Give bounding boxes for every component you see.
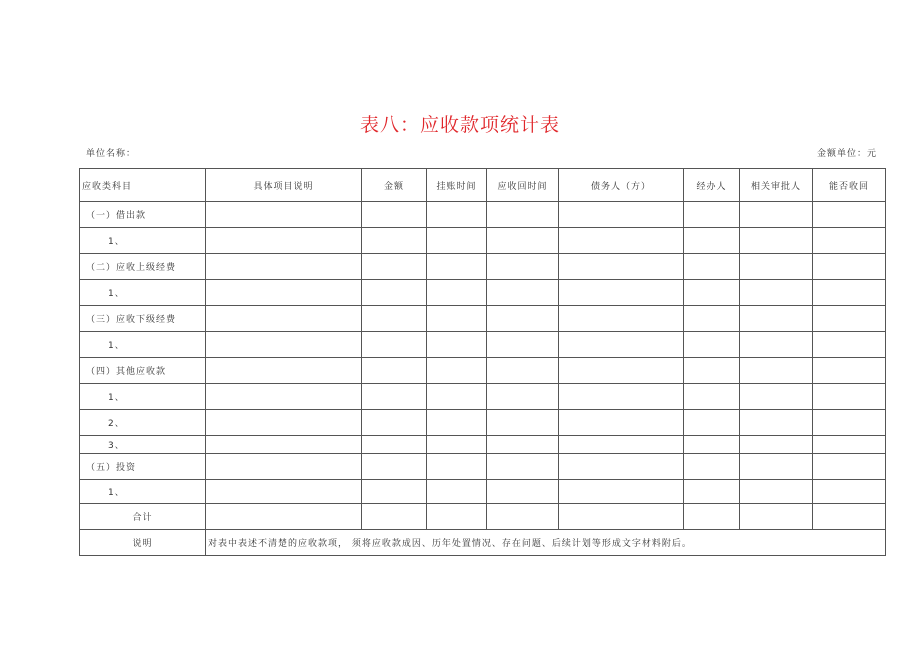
table-cell <box>427 480 487 504</box>
table-cell <box>559 480 684 504</box>
table-row <box>80 436 886 454</box>
table-cell <box>740 280 813 306</box>
table-cell <box>559 202 684 228</box>
table-cell <box>684 384 740 410</box>
row-label: 2、 <box>80 410 206 436</box>
row-label: 1、 <box>80 480 206 504</box>
table-cell <box>487 358 559 384</box>
table-cell <box>813 358 886 384</box>
table-cell <box>740 504 813 530</box>
table-cell <box>559 332 684 358</box>
table-cell <box>427 504 487 530</box>
table-row <box>80 202 886 228</box>
unit-name-label: 单位名称： <box>86 149 137 159</box>
table-cell <box>427 454 487 480</box>
row-label: （三）应收下级经费 <box>80 306 206 332</box>
table-cell <box>740 436 813 454</box>
table-cell <box>487 454 559 480</box>
table-row <box>80 332 886 358</box>
table-cell <box>206 306 362 332</box>
table-row <box>80 358 886 384</box>
table-cell <box>206 436 362 454</box>
table-cell <box>206 410 362 436</box>
header-cell: 经办人 <box>684 169 740 202</box>
table-row <box>80 306 886 332</box>
table-cell <box>487 332 559 358</box>
table-cell <box>684 280 740 306</box>
table-row <box>80 480 886 504</box>
table-cell <box>362 410 427 436</box>
table-cell <box>740 358 813 384</box>
table-cell <box>427 254 487 280</box>
table-cell <box>684 410 740 436</box>
table-cell <box>559 504 684 530</box>
table-cell <box>813 410 886 436</box>
table-cell <box>559 436 684 454</box>
table-cell <box>427 306 487 332</box>
table-cell <box>684 202 740 228</box>
table-cell <box>813 254 886 280</box>
header-cell: 应收类科目 <box>80 169 206 202</box>
header-cell: 债务人（方） <box>559 169 684 202</box>
table-row <box>80 280 886 306</box>
table-cell <box>206 332 362 358</box>
table-cell <box>487 280 559 306</box>
table-cell <box>487 436 559 454</box>
table-cell <box>427 332 487 358</box>
table-cell <box>362 480 427 504</box>
table-cell <box>362 254 427 280</box>
table-cell <box>684 480 740 504</box>
table-cell <box>813 384 886 410</box>
table-row <box>80 454 886 480</box>
table-cell <box>684 504 740 530</box>
note-label: 说明 <box>80 530 206 556</box>
row-label: （一）借出款 <box>80 202 206 228</box>
row-label: 1、 <box>80 384 206 410</box>
row-label: （五）投资 <box>80 454 206 480</box>
row-label: 3、 <box>80 436 206 454</box>
row-label: 1、 <box>80 228 206 254</box>
table-cell <box>362 306 427 332</box>
table-cell <box>362 202 427 228</box>
table-cell <box>684 228 740 254</box>
table-cell <box>813 306 886 332</box>
table-cell <box>684 358 740 384</box>
table-cell <box>362 280 427 306</box>
table-cell <box>487 384 559 410</box>
table-cell <box>559 306 684 332</box>
table-cell <box>559 384 684 410</box>
table-cell <box>813 332 886 358</box>
table-cell <box>813 504 886 530</box>
table-cell <box>487 306 559 332</box>
table-cell <box>684 454 740 480</box>
table-cell <box>559 454 684 480</box>
table-cell <box>684 306 740 332</box>
header-cell: 应收回时间 <box>487 169 559 202</box>
receivables-table <box>79 168 886 556</box>
note-text: 对表中表述不清楚的应收款项， 须将应收款成因、历年处置情况、存在问题、后续计划等形成文字材料附后。 <box>206 530 886 556</box>
table-cell <box>559 228 684 254</box>
row-label: （四）其他应收款 <box>80 358 206 384</box>
table-cell <box>559 254 684 280</box>
table-cell <box>740 254 813 280</box>
page-title: 表八：应收款项统计表 <box>359 114 560 136</box>
table-cell <box>206 254 362 280</box>
table-cell <box>362 504 427 530</box>
table-cell <box>427 202 487 228</box>
note-row <box>80 530 886 556</box>
table-cell <box>813 280 886 306</box>
table-cell <box>487 202 559 228</box>
table-row <box>80 254 886 280</box>
table-cell <box>206 358 362 384</box>
table-cell <box>740 384 813 410</box>
table-cell <box>362 332 427 358</box>
table-cell <box>427 410 487 436</box>
header-cell: 挂账时间 <box>427 169 487 202</box>
table-cell <box>487 410 559 436</box>
table-row <box>80 410 886 436</box>
table-cell <box>427 358 487 384</box>
table-cell <box>362 228 427 254</box>
table-cell <box>740 202 813 228</box>
table-cell <box>740 228 813 254</box>
table-cell <box>206 480 362 504</box>
table-cell <box>206 384 362 410</box>
table-cell <box>487 254 559 280</box>
amount-unit-label: 金额单位：元 <box>816 149 877 159</box>
total-row <box>80 504 886 530</box>
table-row <box>80 384 886 410</box>
table-cell <box>740 332 813 358</box>
header-cell: 具体项目说明 <box>206 169 362 202</box>
row-label: （二）应收上级经费 <box>80 254 206 280</box>
table-cell <box>559 358 684 384</box>
table-cell <box>740 306 813 332</box>
table-cell <box>427 280 487 306</box>
table-cell <box>362 436 427 454</box>
table-cell <box>740 480 813 504</box>
table-cell <box>206 454 362 480</box>
row-label: 1、 <box>80 280 206 306</box>
table-cell <box>740 454 813 480</box>
header-row <box>80 169 886 202</box>
table-cell <box>206 202 362 228</box>
table-cell <box>362 384 427 410</box>
header-cell: 相关审批人 <box>740 169 813 202</box>
table-cell <box>362 454 427 480</box>
table-cell <box>427 436 487 454</box>
header-cell: 金额 <box>362 169 427 202</box>
table-cell <box>427 228 487 254</box>
table-cell <box>813 436 886 454</box>
table-cell <box>487 480 559 504</box>
header-cell: 能否收回 <box>813 169 886 202</box>
table-cell <box>813 480 886 504</box>
table-cell <box>362 358 427 384</box>
table-cell <box>487 228 559 254</box>
table-cell <box>206 504 362 530</box>
table-cell <box>684 436 740 454</box>
table-cell <box>427 384 487 410</box>
table-row <box>80 228 886 254</box>
table-cell <box>206 280 362 306</box>
table-cell <box>684 332 740 358</box>
table-cell <box>487 504 559 530</box>
table-cell <box>206 228 362 254</box>
table-cell <box>813 228 886 254</box>
row-label: 1、 <box>80 332 206 358</box>
table-cell <box>813 202 886 228</box>
table-cell <box>684 254 740 280</box>
table-cell <box>559 280 684 306</box>
table-cell <box>559 410 684 436</box>
total-label: 合计 <box>80 504 206 530</box>
table-cell <box>813 454 886 480</box>
table-cell <box>740 410 813 436</box>
